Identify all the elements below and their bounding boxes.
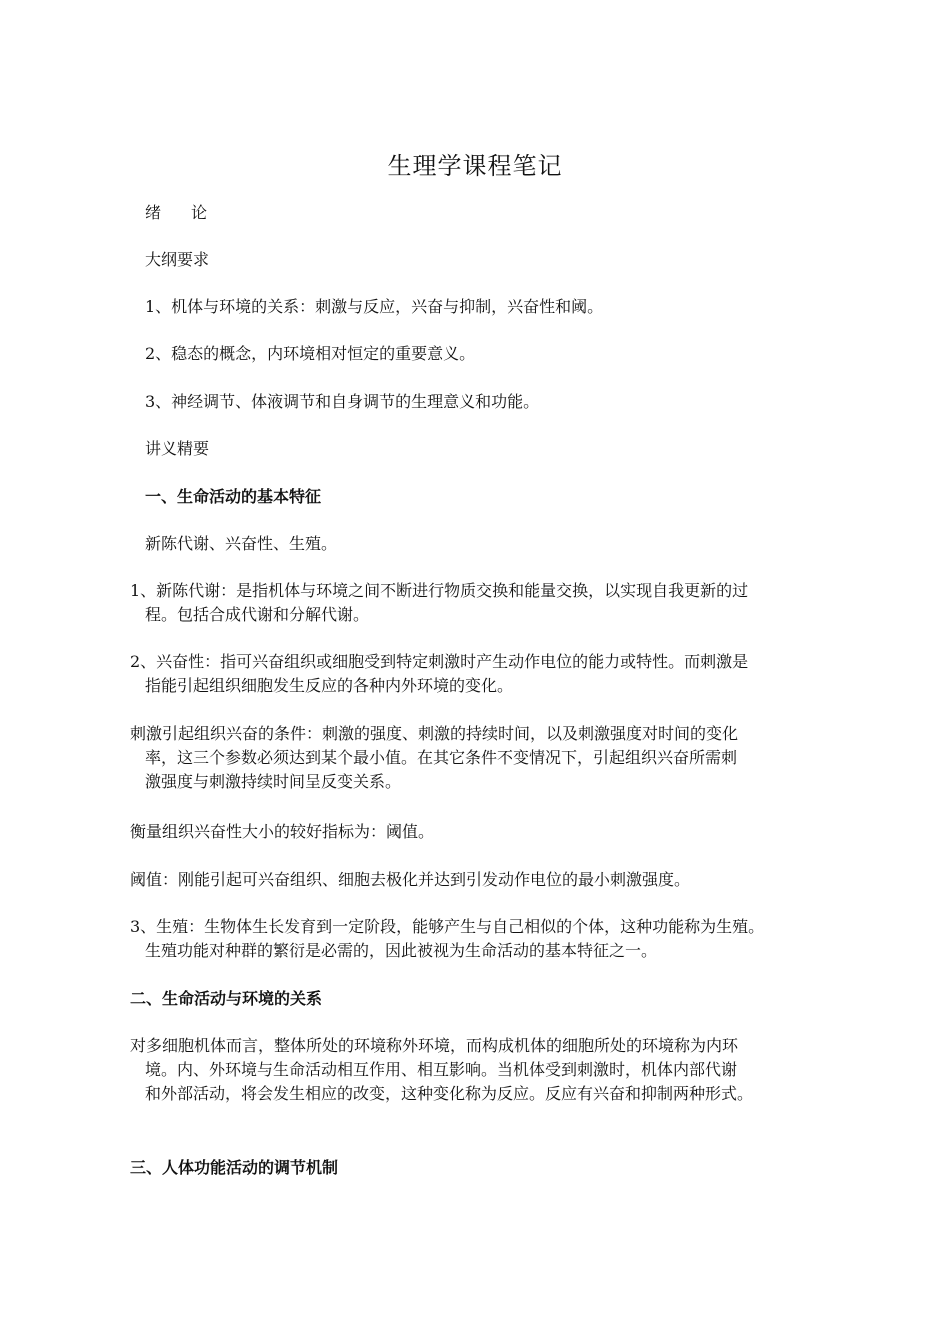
reproduction-line-1: 3、生殖：生物体生长发育到一定阶段，能够产生与自己相似的个体，这种功能称为生殖。 [130, 917, 765, 936]
syllabus-item-1: 1、机体与环境的关系：刺激与反应，兴奋与抑制，兴奋性和阈。 [145, 297, 604, 316]
syllabus-heading: 大纲要求 [145, 250, 210, 269]
conditions-line-3: 激强度与刺激持续时间呈反变关系。 [145, 772, 402, 791]
metabolism-line-1: 1、新陈代谢：是指机体与环境之间不断进行物质交换和能量交换，以实现自我更新的过 [130, 581, 749, 600]
section3-heading: 三、人体功能活动的调节机制 [130, 1158, 339, 1177]
intro-left: 绪 [145, 203, 162, 222]
excitability-paragraph [130, 650, 830, 698]
intro-right: 论 [191, 203, 208, 222]
section2-line-1: 对多细胞机体而言，整体所处的环境称外环境，而构成机体的细胞所处的环境称为内环 [130, 1036, 739, 1055]
threshold-line: 阈值：刚能引起可兴奋组织、细胞去极化并达到引发动作电位的最小刺激强度。 [130, 870, 691, 889]
reproduction-paragraph [130, 915, 850, 963]
section2-heading: 二、生命活动与环境的关系 [130, 989, 323, 1008]
intro-heading [145, 201, 207, 225]
index-line: 衡量组织兴奋性大小的较好指标为：阈值。 [130, 822, 435, 841]
excitability-line-2: 指能引起组织细胞发生反应的各种内外环境的变化。 [145, 676, 514, 695]
conditions-line-2: 率，这三个参数必须达到某个最小值。在其它条件不变情况下，引起组织兴奋所需刺 [145, 748, 738, 767]
conditions-paragraph [130, 722, 830, 794]
section2-line-3: 和外部活动，将会发生相应的改变，这种变化称为反应。反应有兴奋和抑制两种形式。 [145, 1084, 754, 1103]
section1-heading: 一、生命活动的基本特征 [145, 487, 322, 506]
section2-line-2: 境。内、外环境与生命活动相互作用、相互影响。当机体受到刺激时，机体内部代谢 [145, 1060, 738, 1079]
syllabus-item-3: 3、神经调节、体液调节和自身调节的生理意义和功能。 [145, 392, 540, 411]
conditions-line-1: 刺激引起组织兴奋的条件：刺激的强度、刺激的持续时间，以及刺激强度对时间的变化 [130, 724, 739, 743]
metabolism-paragraph [130, 579, 830, 627]
lecture-heading: 讲义精要 [145, 439, 210, 458]
metabolism-line-2: 程。包括合成代谢和分解代谢。 [145, 605, 370, 624]
reproduction-line-2: 生殖功能对种群的繁衍是必需的，因此被视为生命活动的基本特征之一。 [145, 941, 658, 960]
section1-summary: 新陈代谢、兴奋性、生殖。 [145, 534, 338, 553]
syllabus-item-2: 2、稳态的概念，内环境相对恒定的重要意义。 [145, 344, 476, 363]
section2-paragraph [130, 1034, 850, 1106]
excitability-line-1: 2、兴奋性：指可兴奋组织或细胞受到特定刺激时产生动作电位的能力或特性。而刺激是 [130, 652, 749, 671]
document-title: 生理学课程笔记 [387, 152, 563, 180]
